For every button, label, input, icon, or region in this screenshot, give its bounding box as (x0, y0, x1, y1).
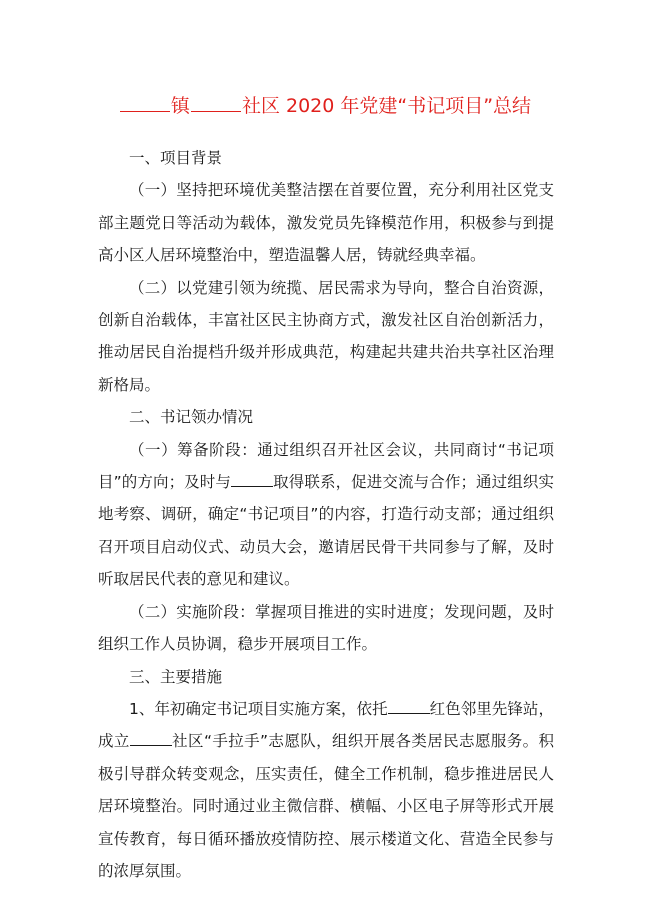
title-part-b: 社区 2020 年党建“书记项目”总结 (241, 95, 532, 117)
section-heading-measures: 三、主要措施 (129, 667, 223, 686)
title-blank-1 (120, 93, 170, 112)
section-heading-secretary: 二、书记领办情况 (129, 408, 254, 427)
preparation-text-a: （一）筹备阶段：通过组织召开社区会议，共同商讨“书记项目”的方向；及时与 (98, 440, 554, 492)
document-body (98, 142, 554, 887)
measures-blank-2 (130, 731, 172, 746)
measures-text-a: 1、年初确定书记项目实施方案，依托 (129, 699, 388, 718)
paragraph-measures-1 (98, 693, 554, 887)
measures-text-c: 社区“手拉手”志愿队，组织开展各类居民志愿服务。积极引导群众转变观念，压实责任，健全工作机制，稳步推进居民人居环境整治。同时通过业主微信群、横幅、小区电子屏等形式开展宣传教育，每日循环播放疫情防控、展示楼道文化、营造全民参与的浓厚氛围。 (98, 732, 554, 880)
preparation-blank (231, 472, 273, 487)
measures-text-b: 红色邻里先锋站，成立 (98, 699, 554, 751)
paragraph-background-1: （一）坚持把环境优美整洁摆在首要位置，充分利用社区党支部主题党日等活动为载体，激发党员先锋模范作用，积极参与到提高小区人居环境整治中，塑造温馨人居，铸就经典幸福。 (98, 181, 554, 265)
paragraph-background-2: （二）以党建引领为统揽、居民需求为导向，整合自治资源，创新自治载体，丰富社区民主协商方式，激发社区自治创新活力，推动居民自治提档升级并形成典范，构建起共建共治共享社区治理新格局。 (98, 278, 554, 394)
paragraph-preparation (98, 434, 554, 596)
paragraph-implementation: （二）实施阶段：掌握项目推进的实时进度；发现问题，及时组织工作人员协调，稳步开展项目工作。 (98, 602, 554, 654)
title-part-a: 镇 (170, 95, 190, 117)
section-heading-background: 一、项目背景 (129, 149, 223, 167)
title-blank-2 (191, 93, 241, 112)
document-title (0, 92, 650, 120)
measures-blank-1 (388, 699, 430, 714)
preparation-text-b: 取得联系，促进交流与合作；通过组织实地考察、调研，确定“书记项目”的内容，打造行动支部；通过组织召开项目启动仪式、动员大会，邀请居民骨干共同参与了解，及时听取居民代表的意见和建议。 (98, 473, 554, 589)
